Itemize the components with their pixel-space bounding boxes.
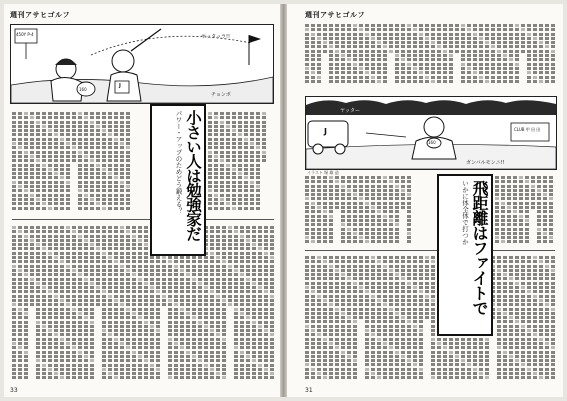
text-column [246,226,250,381]
text-column [377,176,381,246]
badge-letter: J [324,127,327,136]
text-column [138,226,142,381]
text-column [48,226,52,381]
text-column [329,24,333,86]
sign-label: CLUB 甲 田 田 [514,127,541,132]
text-column [425,24,429,86]
text-column [495,176,499,246]
text-column [252,226,256,381]
text-column [537,176,541,246]
text-column [365,24,369,86]
cartoon-panel [305,96,557,170]
text-column [353,24,357,86]
text-column [317,176,321,246]
text-column [114,226,118,381]
text-column [503,256,507,381]
text-column [250,112,254,212]
text-column [359,24,363,86]
text-column [341,256,345,381]
text-column [329,176,333,246]
text-column [389,24,393,86]
text-column [335,24,339,86]
text-column [126,112,130,212]
text-column [258,226,262,381]
left-page [4,4,280,397]
text-column [238,112,242,212]
text-column [513,176,517,246]
article-body-middle-right [489,176,553,246]
text-column [527,256,531,381]
text-column [96,226,100,381]
text-column [407,256,411,381]
text-column [521,24,525,86]
text-column [84,112,88,212]
text-column [509,256,513,381]
article-title: 小さい人は勉強家だ [184,110,202,241]
text-column [102,112,106,212]
text-column [311,24,315,86]
text-column [208,112,212,212]
text-column [545,256,549,381]
golf-cartoon-illustration [11,25,273,103]
text-column [36,226,40,381]
text-column [401,256,405,381]
text-column [551,256,555,381]
text-column [479,24,483,86]
text-column [365,176,369,246]
text-column [126,226,130,381]
text-column [407,176,411,246]
text-column [72,226,76,381]
text-column [515,256,519,381]
text-column [359,176,363,246]
text-column [437,24,441,86]
text-column [485,24,489,86]
text-column [144,226,148,381]
text-column [12,226,16,381]
article-subtitle: パワー・アップのためどう鍛える？ [174,110,183,214]
binding-gutter [280,4,287,397]
text-column [515,24,519,86]
text-column [311,176,315,246]
text-column [389,256,393,381]
text-column [270,226,274,381]
text-column [66,112,70,212]
text-column [323,24,327,86]
text-column [377,24,381,86]
text-column [12,112,16,212]
page-number: 31 [305,387,313,394]
text-column [108,226,112,381]
ball-number: 160 [79,87,87,92]
text-column [533,256,537,381]
text-column [18,226,22,381]
text-column [30,226,34,381]
page-number: 33 [10,387,18,394]
text-column [54,226,58,381]
text-column [317,256,321,381]
section-divider [305,250,555,251]
text-column [449,24,453,86]
text-column [222,226,226,381]
text-column [84,226,88,381]
text-column [371,176,375,246]
text-column [389,176,393,246]
text-column [473,24,477,86]
text-column [549,176,553,246]
article-subtitle: いかに体全体で打つか [461,180,469,245]
speech-bubble-top: ヤッタッラ!! [201,34,231,40]
text-column [262,112,266,212]
text-column [210,226,214,381]
text-column [347,176,351,246]
text-column [120,226,124,381]
text-column [78,226,82,381]
text-column [395,24,399,86]
text-column [507,176,511,246]
text-column [78,112,82,212]
text-column [108,112,112,212]
article-body-lower [12,226,274,381]
text-column [509,24,513,86]
text-column [455,24,459,86]
text-column [335,256,339,381]
cartoon-panel [10,24,274,104]
text-column [132,226,136,381]
text-column [359,256,363,381]
text-column [395,176,399,246]
text-column [497,24,501,86]
text-column [443,24,447,86]
text-column [519,176,523,246]
text-column [335,176,339,246]
text-column [347,256,351,381]
text-column [90,112,94,212]
text-column [371,256,375,381]
text-column [305,176,309,246]
text-column [60,112,64,212]
text-column [30,112,34,212]
badge-letter: J [119,83,121,89]
text-column [419,24,423,86]
text-column [353,256,357,381]
text-column [317,24,321,86]
text-column [407,24,411,86]
article-body-middle-left [305,176,411,246]
text-column [96,112,100,212]
article-body-upper-right [196,112,266,212]
text-column [365,256,369,381]
text-column [539,24,543,86]
text-column [264,226,268,381]
section-divider [12,219,274,220]
text-column [413,24,417,86]
text-column [90,226,94,381]
masthead: 週刊アサヒゴルフ [10,11,70,19]
text-column [551,24,555,86]
text-column [228,226,232,381]
text-column [323,256,327,381]
text-column [525,176,529,246]
text-column [527,24,531,86]
speech-bubble-top: ヤッター [340,108,361,114]
text-column [501,176,505,246]
text-column [431,256,435,381]
text-column [401,176,405,246]
text-column [244,112,248,212]
article-body-upper-left [12,112,130,212]
text-column [461,24,465,86]
text-column [425,256,429,381]
text-column [114,112,118,212]
text-column [419,256,423,381]
text-column [36,112,40,212]
text-column [54,112,58,212]
text-column [216,226,220,381]
text-column [341,24,345,86]
text-column [467,24,471,86]
sign-label: 450Y P-4 [16,32,34,37]
text-column [401,24,405,86]
text-column [491,24,495,86]
article-title-box [150,104,206,256]
text-column [377,256,381,381]
text-column [120,112,124,212]
right-page [287,4,563,397]
speech-bubble-bottom: ガンバルモンニ!! [466,160,505,166]
text-column [24,112,28,212]
text-column [60,226,64,381]
text-column [42,112,46,212]
text-column [543,176,547,246]
text-column [383,24,387,86]
text-column [521,256,525,381]
text-column [531,176,535,246]
ball-number: 160 [428,140,436,145]
text-column [413,256,417,381]
text-column [533,24,537,86]
article-title: 飛距離はファイトで [470,180,489,315]
text-column [497,256,501,381]
text-column [220,112,224,212]
text-column [311,256,315,381]
text-column [66,226,70,381]
article-title-box [437,174,493,336]
text-column [539,256,543,381]
text-column [18,112,22,212]
speech-bubble-bottom: チョンボ [211,92,231,98]
text-column [234,226,238,381]
text-column [431,24,435,86]
illustration-credit: イラスト 堀 雄 造 [307,170,339,175]
text-column [226,112,230,212]
text-column [72,112,76,212]
text-column [395,256,399,381]
text-column [24,226,28,381]
text-column [48,112,52,212]
text-column [240,226,244,381]
text-column [341,176,345,246]
text-column [305,24,309,86]
text-column [503,24,507,86]
text-column [371,24,375,86]
text-column [329,256,333,381]
text-column [305,256,309,381]
text-column [232,112,236,212]
text-column [42,226,46,381]
masthead: 週刊アサヒゴルフ [305,11,365,19]
article-body-lower [305,256,555,381]
text-column [383,176,387,246]
text-column [256,112,260,212]
text-column [347,24,351,86]
article-body-top [305,24,555,86]
text-column [353,176,357,246]
text-column [383,256,387,381]
text-column [102,226,106,381]
text-column [545,24,549,86]
text-column [323,176,327,246]
text-column [214,112,218,212]
